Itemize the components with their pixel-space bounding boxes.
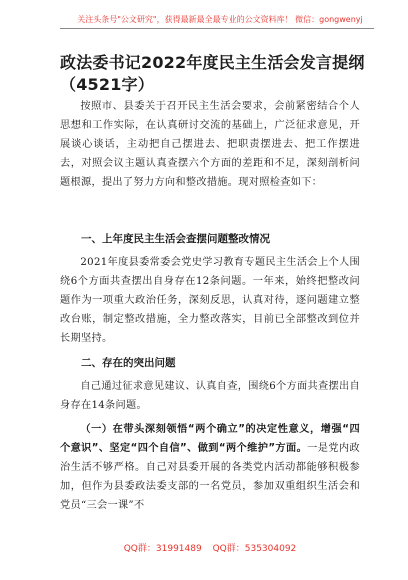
footer-qq-group-1: QQ群：31991489 — [123, 544, 202, 554]
header-promo: 关注头条号"公文研究"，获得最新最全最专业的公文资料库！ 微信：gongwenyj — [77, 15, 363, 24]
header-divider — [60, 28, 374, 29]
subsection-1-text: 一是党内政治生活不够严格。自己对县委开展的各类党内活动都能够积极参加，但作为县委政法委支部的一名党员，参加双重组织生活会和党员“三会一课”不 — [60, 443, 360, 511]
intro-paragraph: 按照市、县委关于召开民主生活会要求，会前紧密结合个人思想和工作实际，在认真研讨交流的基础上，广泛征求意见，开展谈心谈话，主动把自己摆进去、把职责摆进去、把工作摆进去，对照会议主题认真查摆六个方面的差距和不足，深刻剖析问题根源，提出了努力方向和整改措施。现对照检查如下： — [60, 101, 360, 188]
subsection-1-paragraph — [60, 420, 360, 515]
footer-qq-group-2: QQ群：535304092 — [212, 544, 297, 554]
document-title: 政法委书记2022年度民主生活会发言提纲（4521字） — [60, 53, 365, 94]
section-2-paragraph: 自己通过征求意见建议、认真自查，围绕6个方面共查摆出自身存在14条问题。 — [60, 381, 360, 411]
footer-contact — [60, 541, 360, 554]
section-1-heading: 一、上年度民主生活会查摆问题整改情况 — [81, 233, 270, 245]
subsection-1-heading: （一）在带头深刻领悟“两个确立”的决定性意义，增强“四个意识”、坚定“四个自信”、做到“两个维护”方面。 — [60, 424, 360, 454]
section-2-heading: 二、存在的突出问题 — [81, 357, 176, 369]
section-1-paragraph: 2021年度县委常委会党史学习教育专题民主生活会上个人围绕6个方面共查摆出自身存在12条问题。一年来，始终把整改问题作为一项重大政治任务，深刻反思，认真对待，逐问题建立整改台账，制定整改措施，全力整改落实，目前已全部整改到位并长期坚持。 — [60, 257, 360, 344]
